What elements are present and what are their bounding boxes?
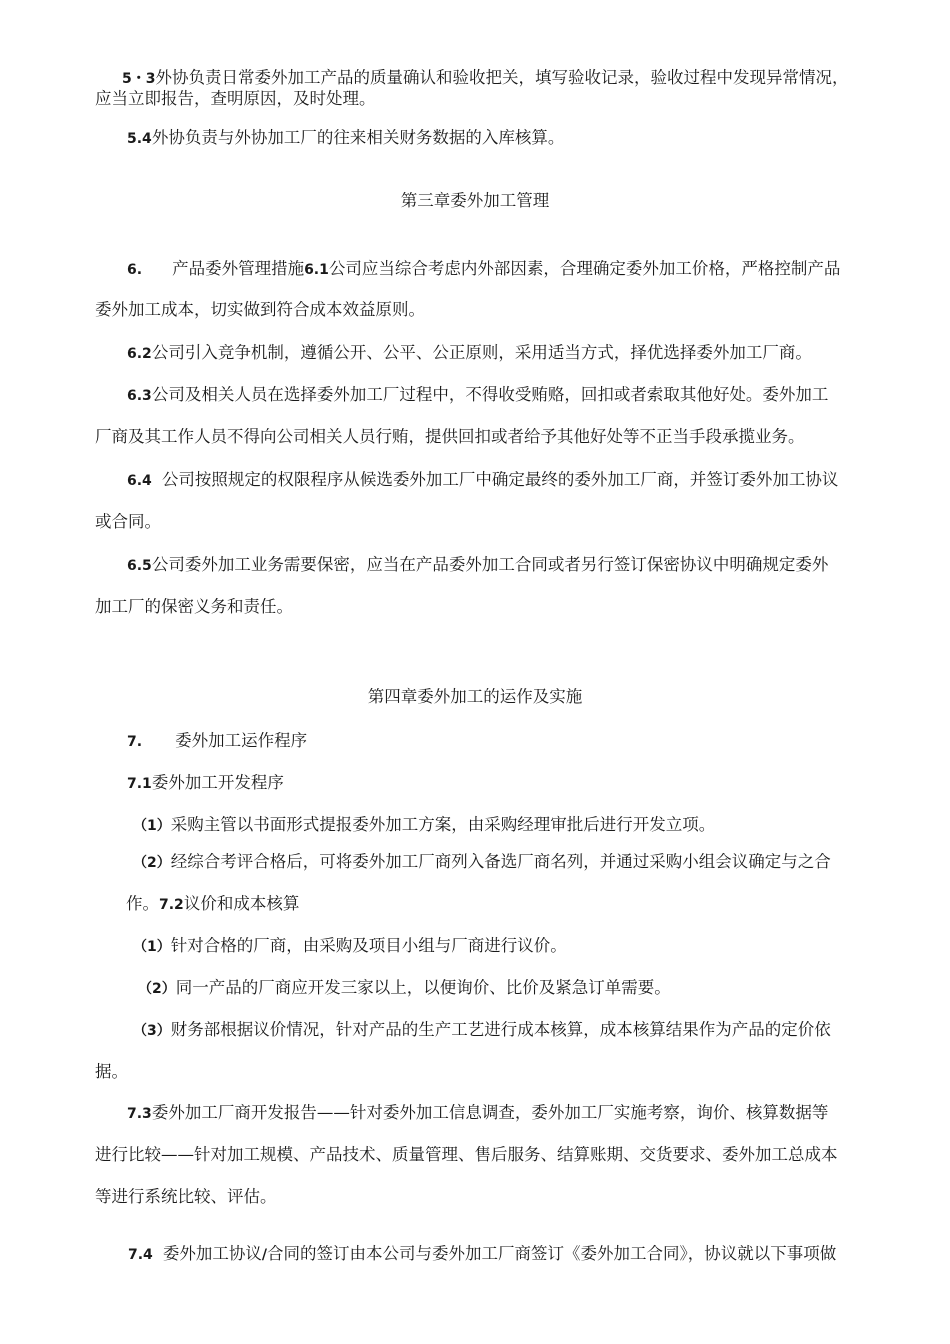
clause-text: 委外加工协议 [162,1244,262,1263]
clause-text: 或合同。 [95,512,161,531]
paragraph-6-2 [127,343,812,364]
paragraph-7-4 [128,1244,836,1265]
section-number: 6. [127,262,143,278]
clause-text: 等进行系统比较、评估。 [95,1187,277,1206]
paragraph-line [95,1187,277,1207]
item-text: 针对合格的厂商，由采购及项目小组与厂商进行议价。 [170,936,567,955]
section-number: 7. [127,734,143,750]
section-title: 委外加工运作程序 [175,731,308,750]
item-text: 财务部根据议价情况，针对产品的生产工艺进行成本核算，成本核算结果作为产品的定价依 [170,1020,831,1039]
clause-text: 厂商及其工作人员不得向公司相关人员行贿，提供回扣或者给予其他好处等不正当手段承揽业务。 [95,427,805,446]
paragraph-6-5 [127,555,828,576]
clause-text: 委外加工开发程序 [151,773,284,792]
clause-number: 7.2 [159,897,184,913]
slash-separator: / [261,1247,267,1263]
clause-number: 6.4 [127,473,152,489]
item-text: 采购主管以书面形式提报委外加工方案，由采购经理审批后进行开发立项。 [170,815,716,834]
clause-text: 作。 [126,894,159,913]
clause-text: 应当立即报告，查明原因，及时处理。 [95,89,376,108]
paragraph-5-3 [122,68,848,89]
chapter-heading-3: 第三章委外加工管理 [400,191,550,210]
paragraph-line [95,512,161,532]
list-item-7-1-1 [133,815,715,836]
paragraph-7-2 [126,894,299,915]
item-number: （2） [138,981,176,997]
paragraph-line [95,597,293,617]
clause-number: 7.4 [128,1247,153,1263]
item-number: （1） [133,939,171,955]
clause-text: 公司应当综合考虑内外部因素，合理确定委外加工价格，严格控制产品 [328,259,841,278]
clause-text: 加工厂的保密义务和责任。 [95,597,293,616]
item-text: 同一产品的厂商应开发三家以上，以便询价、比价及紧急订单需要。 [175,978,671,997]
clause-text: 公司按照规定的权限程序从候选委外加工厂中确定最终的委外加工厂商，并签订委外加工协议 [161,470,839,489]
paragraph-line [95,1145,838,1165]
list-item-7-2-3 [133,1020,831,1041]
item-text: 据。 [95,1062,128,1081]
paragraph-7-1 [127,773,284,794]
clause-text: 公司引入竞争机制，遵循公开、公平、公正原则，采用适当方式，择优选择委外加工厂商。 [151,343,812,362]
clause-text: 进行比较——针对加工规模、产品技术、质量管理、售后服务、结算账期、交货要求、委外加工总成本 [95,1145,838,1164]
list-item-7-2-1 [133,936,567,957]
item-number: （2） [133,855,171,871]
clause-text: 议价和成本核算 [183,894,300,913]
list-item-7-1-2 [133,852,831,873]
paragraph-line [95,1062,128,1082]
clause-number: 5・3 [122,71,156,87]
clause-text: 委外加工厂商开发报告——针对委外加工信息调查，委外加工厂实施考察，询价、核算数据等 [151,1103,829,1122]
paragraph-7 [127,731,307,752]
clause-number: 6.3 [127,388,152,404]
list-item-7-2-2 [138,978,671,999]
clause-number: 6.5 [127,558,152,574]
chapter-heading-4: 第四章委外加工的运作及实施 [367,687,583,706]
paragraph-line [95,427,805,447]
paragraph-7-3 [127,1103,828,1124]
paragraph-line [95,89,376,109]
clause-text: 合同的签订由本公司与委外加工厂商签订《委外加工合同》，协议就以下事项做 [266,1244,837,1263]
paragraph-6-4 [127,470,838,491]
clause-number: 6.2 [127,346,152,362]
clause-text: 外协负责日常委外加工产品的质量确认和验收把关，填写验收记录，验收过程中发现异常情况， [155,68,849,87]
paragraph-6-3 [127,385,828,406]
item-text: 经综合考评合格后，可将委外加工厂商列入备选厂商名列，并通过采购小组会议确定与之合 [170,852,831,871]
section-title: 产品委外管理措施 [172,259,305,278]
paragraph-6 [127,259,840,280]
clause-number: 7.1 [127,776,152,792]
clause-number: 6.1 [304,262,329,278]
clause-text: 公司委外加工业务需要保密，应当在产品委外加工合同或者另行签订保密协议中明确规定委外 [151,555,829,574]
clause-number: 5.4 [127,131,152,147]
clause-text: 公司及相关人员在选择委外加工厂过程中，不得收受贿赂，回扣或者索取其他好处。委外加工 [151,385,829,404]
item-number: （3） [133,1023,171,1039]
paragraph-line [95,300,425,320]
clause-text: 外协负责与外协加工厂的往来相关财务数据的入库核算。 [151,128,565,147]
clause-text: 委外加工成本，切实做到符合成本效益原则。 [95,300,425,319]
clause-number: 7.3 [127,1106,152,1122]
item-number: （1） [133,818,171,834]
paragraph-5-4 [127,128,564,149]
